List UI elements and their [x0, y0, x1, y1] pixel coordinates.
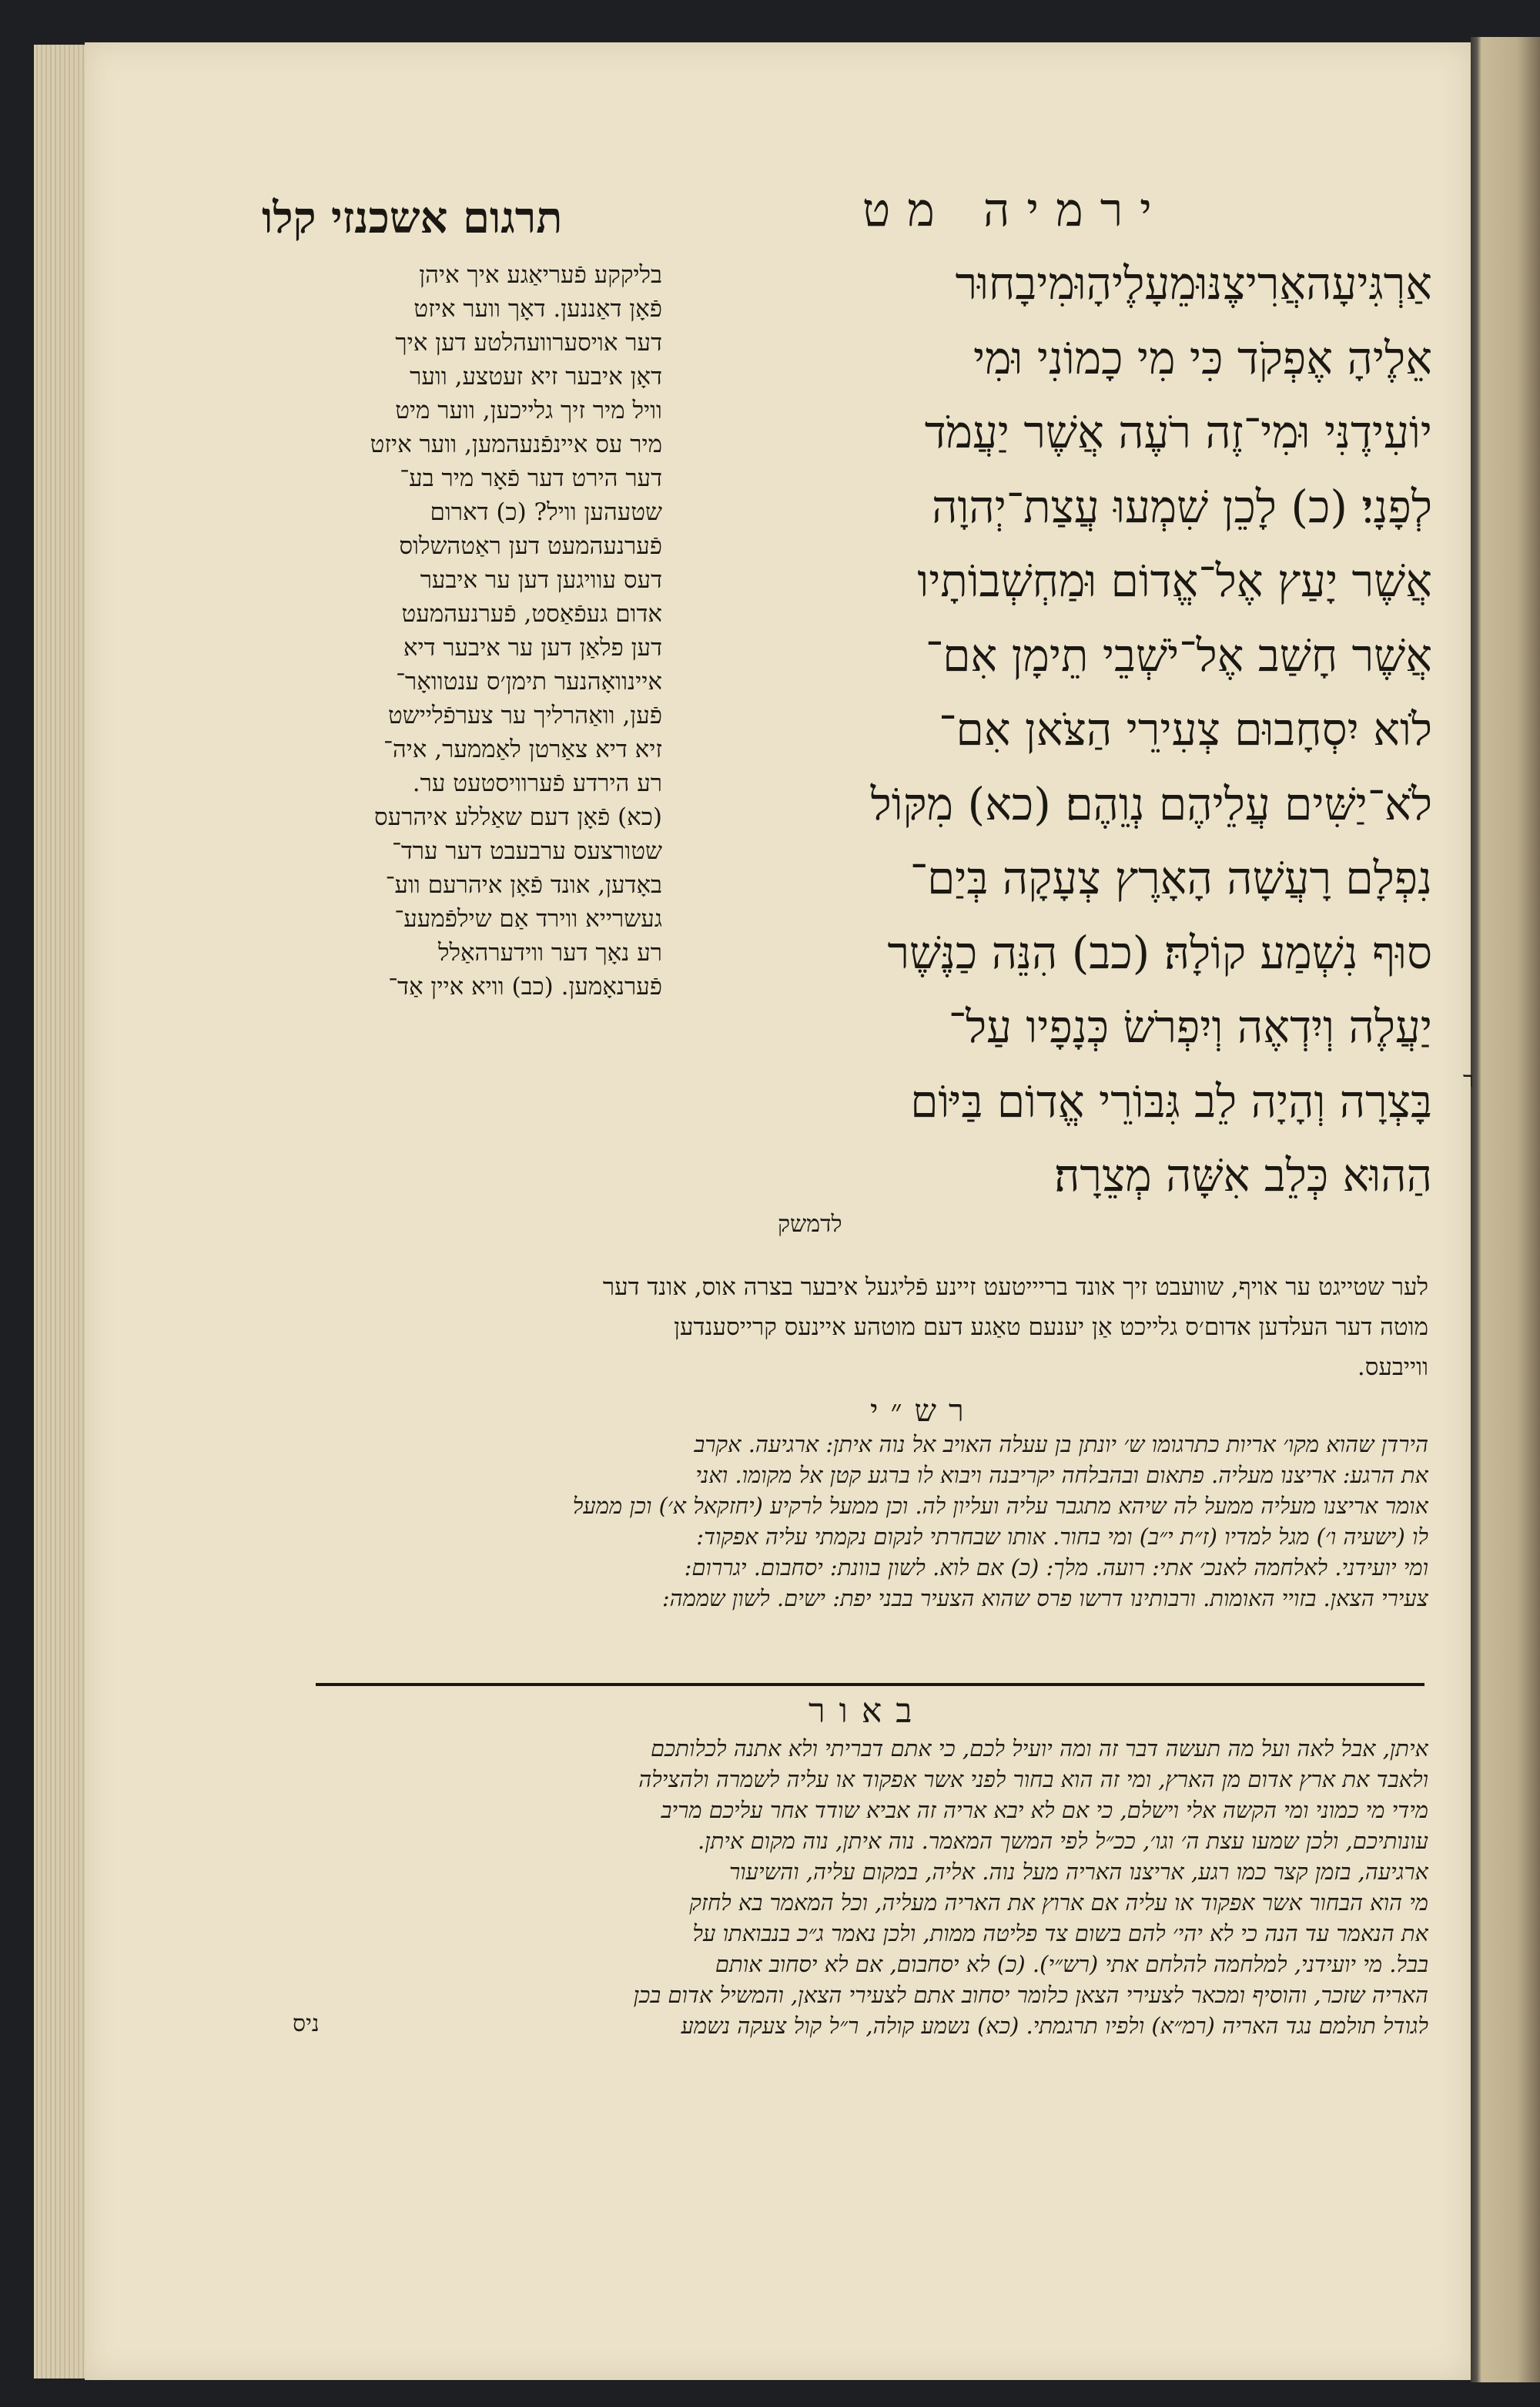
translation-line: געשרייא ווירד אַם שילפֿמעע־: [394, 905, 662, 933]
translation-line: מיר עס איינפֿנעהמען, ווער איזט: [370, 431, 662, 458]
bottom-catchword: ניס: [293, 2010, 320, 2037]
translation-line: בליקקע פֿעריאַגע איך איהן: [419, 261, 662, 289]
translation-line: פֿערנעהמעט דען ראַטהשלוס: [399, 532, 662, 560]
translation-continuation: [270, 1267, 1428, 1387]
main-text-line: אֲשֶׁר יָעַץ אֶל־אֱדוֹם וּמַחְשְׁבוֹתָיו: [917, 555, 1432, 607]
translation-line: דעס עוויגען דען ער איבער: [420, 566, 662, 594]
translation-column: [270, 258, 662, 1004]
rashi-line: ומי יועידני. לאלחמה לאנכ׳ אתי: רועה. מלך: (כ) אם לוא. לשון בוונת: יסחבום. יגררום:: [684, 1554, 1428, 1581]
translation-line: רע נאָך דער ווידערהאַלל: [437, 939, 662, 967]
translation-header: תרגום אשכנזי קלו: [262, 193, 563, 243]
main-text-line: לֹא־יַשִּׁים עֲלֵיהֶם נְוֵהֶם׃ (כא) מִקּוֹל: [870, 777, 1432, 830]
translation-line: דער הירט דער פֿאָר מיר בע־: [400, 464, 662, 492]
biur-line: איתן, אבל לאה ועל מה תעשה דבר זה ומה יועיל לכם, כי אתם דבריתי ולא אתנה לכלותכם: [650, 1735, 1428, 1762]
main-text-line: אֵלֶיהָ אֶפְקֹד כִּי מִי כָמוֹנִי וּמִי: [973, 331, 1432, 384]
biur-line: את הנאמר עד הנה כי לא יהי׳ להם בשום צד פליטה ממות, ולכן נאמר ג״כ בנבואתו על: [692, 1920, 1428, 1946]
page-fore-edge: [34, 45, 88, 2379]
biur-line: האריה שזכר, והוסיף ומכאר לצעירי הצאן כלומר יסחוב אתם לצעירי הצאן, והמשיל אדום בכן: [633, 1982, 1428, 2008]
rashi-line: הירדן שהוא מקו׳ אריות כתרגומו ש׳ יונתן בן עעלה האויב אל נוה איתן: ארגיעה. אקרב: [694, 1431, 1428, 1457]
biur-line: בבל. מי יועידני, למלחמה להלחם אתי (רש״י). (כ) לא יסחבום, אם לא יסחוב אותם: [715, 1951, 1428, 1977]
main-text-line: לְפָנָי׃ (כ) לָכֵן שִׁמְעוּ עֲצַת־יְהוָה: [932, 480, 1432, 533]
biur-line: לגודל תולמם נגד האריה (רמ״א) ולפיו תרגמתי. (כא) נשמע קולה, ר״ל קול צעקה נשמע: [681, 2013, 1428, 2039]
translation-line: פֿערנאָמען. (כב) וויא איין אַד־: [388, 973, 662, 1001]
translation-line: באָדען, אונד פֿאָן איהרעם ווע־: [385, 871, 662, 899]
translation-line: דער אויסערוועהלטע דען איך: [395, 329, 662, 357]
main-text-line: יוֹעִידֶנִּי וּמִי־זֶה רֹעֶה אֲשֶׁר יַעֲמֹד: [924, 406, 1432, 458]
biur-line: עונותיכם, ולכן שמעו עצת ה׳ וגו׳, ככ״ל לפי המשך המאמר. נוה איתן, נוה מקום איתן.: [698, 1828, 1428, 1854]
section-divider: [316, 1683, 1424, 1686]
main-text-line: סוּף נִשְׁמַע קוֹלָהּ׃ (כב) הִנֵּה כַנֶּשֶׁר: [887, 926, 1432, 979]
biur-line: מי הוא הבחור אשר אפקוד או עליה אם ארוץ את האריה מעליה, וכל המאמר בא לחזק: [689, 1889, 1428, 1916]
margin-ornament: ר: [1463, 1067, 1474, 1092]
biur-line: מידי מי כמוני ומי הקשה אלי וישלם, כי אם לא יבא אריה זה אביא שודד אחר עליכם מריב: [661, 1797, 1428, 1823]
main-text-line: בָּצְרָה וְהָיָה לֵב גִּבּוֹרֵי אֱדוֹם בַּיּוֹם: [910, 1074, 1432, 1128]
translation-line: פֿאָן דאַננען. דאָך ווער איזט: [413, 295, 662, 323]
main-text-line: הַהוּא כְּלֵב אִשָּׁה מְצֵרָה׃: [1054, 1149, 1432, 1202]
translation-wide-line: מוטה דער העלדען אדום׳ס גלייכט אַן יענעם טאַגע דעם מוטהע איינעס קרייסענדען: [674, 1313, 1428, 1341]
biur-heading: באור: [808, 1691, 926, 1731]
translation-line: איינוואָהנער תימן׳ס ענטוואָר־: [396, 668, 662, 696]
translation-line: שטעהען וויל? (כ) דארום: [430, 498, 662, 526]
rashi-line: אומר אריצנו מעליה ממעל לה שיהא מתגבר עליה ועליון לה. וכן ממעל לרקיע (יחזקאל א׳) וכן ממעל: [572, 1493, 1428, 1519]
translation-line: רע הירדע פֿערוויסטעט ער.: [412, 769, 662, 797]
translation-line: דען פלאַן דען ער איבער דיא: [403, 634, 662, 662]
translation-line: (כא) פֿאָן דעם שאַללע איהרעס: [374, 803, 662, 831]
translation-wide-line: לער שטייגט ער אויף, שוועבט זיך אונד בריייטעט זיינע פֿליגעל איבער בצרה אוס, אונד דער: [602, 1273, 1428, 1301]
hebrew-main-text: [701, 246, 1432, 1213]
main-text-line: אַרְגִּיעָהאֲרִיצֶנּוּמֵעָלֶיהָוּמִיבָחוּר: [955, 257, 1432, 310]
rashi-line: את הרגע: אריצנו מעליה. פתאום ובהבלחה יקריבנה ויבוא לו ברגע קטן אל מקומו. ואני: [695, 1462, 1428, 1488]
translation-line: שטורצעס ערבעבט דער ערד־: [392, 837, 662, 865]
main-text-line: יַעֲלֶה וְיִדְאֶה וְיִפְרֹשׂ כְּנָפָיו עַל־: [948, 1001, 1432, 1053]
rashi-commentary: [270, 1429, 1428, 1614]
translation-line: אדום געפֿאַסט, פֿערנעהמעט: [401, 600, 662, 628]
rashi-line: צעירי הצאן. בזויי האומות. ורבותינו דרשו פרס שהוא הצעיר בבני יפת: ישים. לשון שממה:: [661, 1585, 1428, 1611]
rashi-line: לו (ישעיה ו׳) מגל למדיו (ז״ת י״ב) ומי בחור. אותו שבחרתי לנקום נקמתי עליה אפקוד:: [696, 1524, 1428, 1550]
main-text-line: נִפְלָם רָעֲשָׁה הָאָרֶץ צְעָקָה בְּיַם־: [909, 852, 1432, 904]
translation-line: דאָן איבער זיא זעטצע, ווער: [410, 363, 662, 391]
translation-line: פֿען, וואַהרליך ער צערפֿליישט: [388, 702, 662, 729]
translation-wide-line: ווייבעס.: [1357, 1353, 1428, 1381]
chapter-header: ירמיה מט: [862, 183, 1169, 237]
main-text-line: לֹוא יִסְחָבוּם צְעִירֵי הַצֹּאן אִם־: [939, 703, 1432, 756]
main-catchword: לדמשק: [778, 1211, 842, 1238]
facing-page-edge: [1471, 37, 1540, 2382]
translation-line: וויל מיר זיך גלייכען, ווער מיט: [395, 397, 662, 424]
rashi-heading: רש״י: [870, 1393, 976, 1429]
biur-line: ארגיעה, בזמן קצר כמו רגע, אריצנו האריה מעל נוה. אליה, במקום עליה, והשיעור: [728, 1859, 1428, 1885]
main-text-line: אֲשֶׁר חָשַׁב אֶל־יֹשְׁבֵי תֵימָן אִם־: [926, 629, 1432, 682]
biur-line: ולאבד את ארץ אדום מן הארץ, ומי זה הוא בחור לפני אשר אפקוד או עליה לשמרה ולהצילה: [638, 1766, 1428, 1792]
translation-line: זיא דיא צאַרטן לאַממער, איה־: [383, 736, 662, 763]
biur-commentary: [270, 1733, 1428, 2041]
